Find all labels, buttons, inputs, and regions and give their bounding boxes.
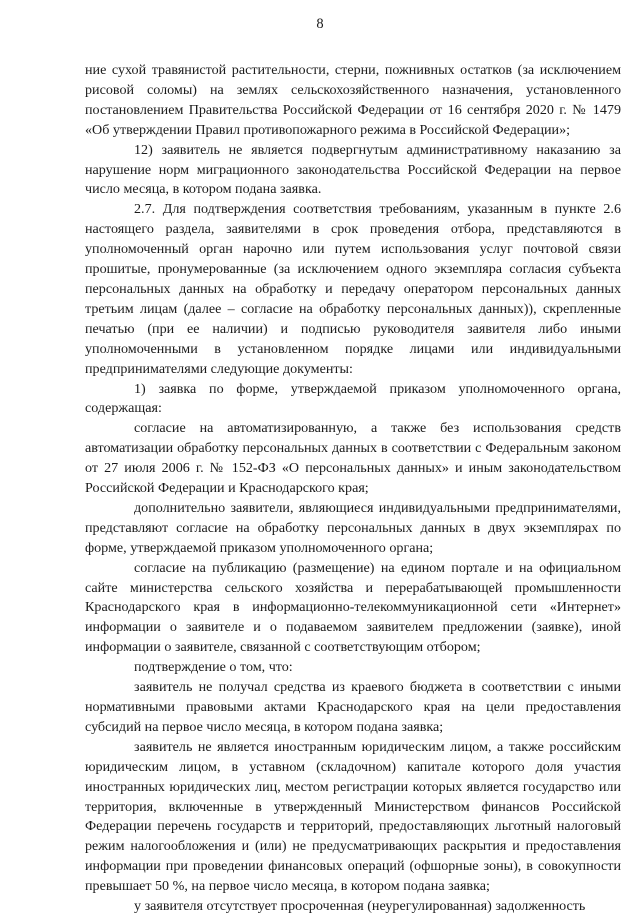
paragraph-consent-processing: согласие на автоматизированную, а также без использования средств автоматизации обработку персональных данных в соответствии с Федеральным законом от 27 июля 2006 г. № 152-ФЗ «О персональных данных» и иным законодательством Российской Федерации и Краснодарского края; <box>85 420 621 497</box>
paragraph-not-foreign-entity: заявитель не является иностранным юридическим лицом, а также российским юридическим лицом, в уставном (складочном) капитале которого доля участия иностранных юридических лиц, местом регистрации которых является государство или территория, включенные в утвержденный Министерством финансов Российской Федерации перечень государств и территорий, предоставляющих льготный налоговый режим налогообложения и (или) не предусматривающих раскрытия и предоставления информации при проведении финансовых операций (офшорные зоны), в совокупности превышает 50 %, на первое число месяца, в котором подана заявка; <box>85 738 621 895</box>
paragraph-confirmation-intro: подтверждение о том, что: <box>134 659 293 676</box>
paragraph-item-12: 12) заявитель не является подвергнутым административному наказанию за нарушение норм миграционного законодательства Российской Федерации на первое число месяца, в котором подана заявка. <box>85 141 621 198</box>
paragraph-no-regional-funds: заявитель не получал средства из краевого бюджета в соответствии с иными нормативными правовыми актами Краснодарского края на цели предоставления субсидий на первое число месяца, в котором подана заявка; <box>85 679 621 735</box>
paragraph-item-1-application: 1) заявка по форме, утверждаемой приказом уполномоченного органа, содержащая: <box>85 380 621 417</box>
paragraph-fire-safety-continuation: ние сухой травянистой растительности, стерни, пожнивных остатков (за исключением рисовой соломы) на землях сельскохозяйственного назначения, установленного постановлением Правительства Российской Федерации от 16 сентября 2020 г. № 1479 «Об утверждении Правил противопожарного режима в Российской Федерации»; <box>85 62 621 138</box>
paragraph-no-overdue-debt: у заявителя отсутствует просроченная (неурегулированная) задолженность <box>134 898 586 915</box>
paragraph-section-2-7: 2.7. Для подтверждения соответствия требованиям, указанным в пункте 2.6 настоящего раздела, заявителями в срок проведения отбора, представляются в уполномоченный орган нарочно или путем использования услуг почтовой связи прошитые, пронумерованные (за исключением одного экземпляра согласия субъекта персональных данных на обработку и передачу оператором персональных данных третьим лицам (далее – согласие на обработку персональных данных)), скрепленные печатью (при ее наличии) и подписью руководителя заявителя либо иными уполномоченными в установленном порядке лицами или индивидуальными предпринимателями следующие документы: <box>85 201 621 377</box>
body-text <box>85 61 621 917</box>
page-number: 8 <box>316 16 324 32</box>
paragraph-consent-publication: согласие на публикацию (размещение) на едином портале и на официальном сайте министерства сельского хозяйства и перерабатывающей промышленности Краснодарского края в информационно-телекоммуникационной сети «Интернет» информации о заявителе и о подаваемом заявителем предложении (заявке), иной информации о заявителе, связанной с соответствующим отбором; <box>85 559 621 656</box>
paragraph-entrepreneurs-consent: дополнительно заявители, являющиеся индивидуальными предпринимателями, представляют согласие на обработку персональных данных в двух экземплярах по форме, утверждаемой приказом уполномоченного органа; <box>85 499 621 556</box>
